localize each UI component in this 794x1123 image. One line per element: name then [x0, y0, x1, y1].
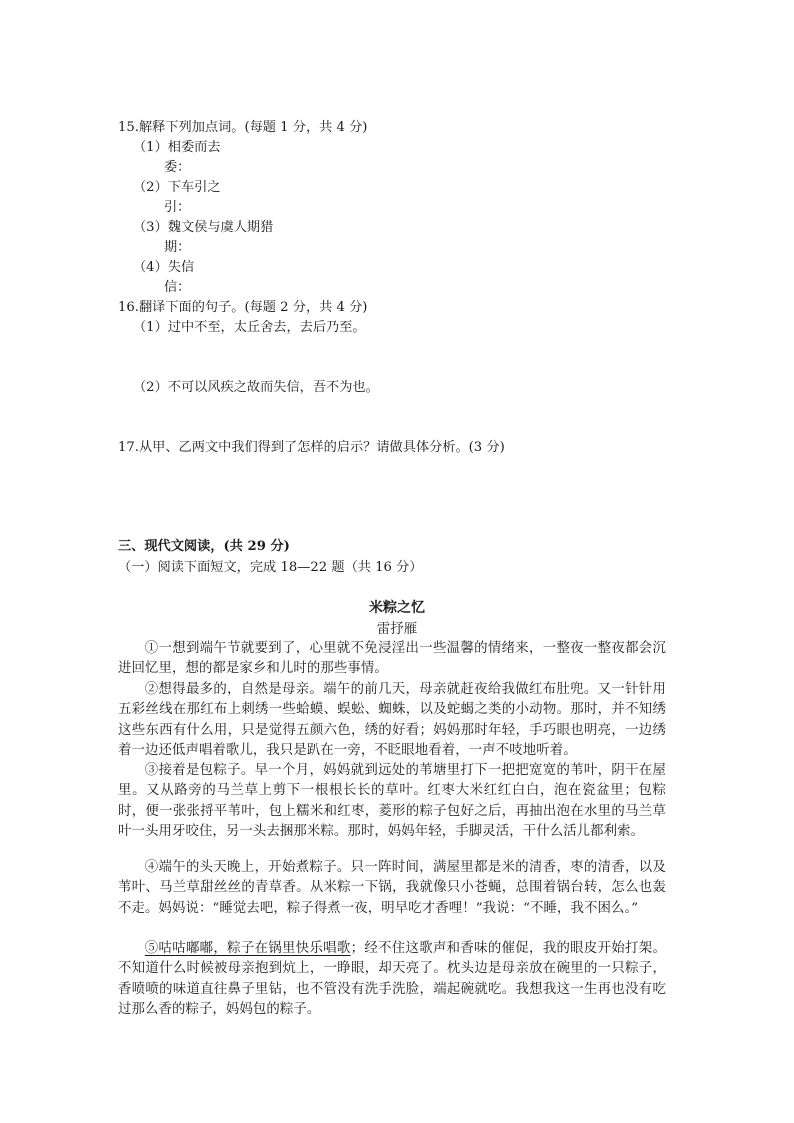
article-title: 米粽之忆: [369, 600, 425, 616]
q16-title: 16.翻译下面的句子。(每题 2 分，共 4 分): [118, 300, 368, 315]
paragraph-text: ；经不住这歌声和香味的催促，我的眼皮开始打架。不知道什么时候被母亲抱到炕上，一睁眼，却天亮了。枕头边是母亲放在碗里的一只粽子，香喷喷的味道直往鼻子里钻，也不管没有洗手洗脸，端起碗就吃。我想我这一生再也没有吃过那么香的粽子，妈妈包的粽子。: [118, 941, 666, 1017]
q17-title: 17.从甲、乙两文中我们得到了怎样的启示？请做具体分析。(3 分): [118, 440, 505, 455]
article-paragraph-4: ④端午的头天晚上，开始煮粽子。只一阵时间，满屋里都是米的清香，枣的清香，以及苇叶、马兰草甜丝丝的青草香。从米粽一下锅，我就像只小苍蝇，总围着锅台转，怎么也轰不走。妈妈说：“睡觉去吧，粽子得煮一夜，明早吃才香哩！”我说：“不睡，我不困么。”: [118, 860, 666, 916]
item-text: 失信: [167, 260, 195, 275]
item-number: （2）: [133, 180, 168, 195]
article-paragraph-5: [118, 939, 666, 1020]
q15-answer-4: 信：: [164, 280, 191, 295]
article-author: 雷抒雁: [376, 621, 418, 637]
q15-answer-1: 委：: [164, 160, 191, 175]
item-number: （1）: [133, 140, 168, 155]
q15-title: 15.解释下列加点词。(每题 1 分，共 4 分): [118, 120, 368, 135]
q15-item-3: [133, 218, 273, 238]
section-heading: 三、现代文阅读，(共 29 分): [118, 539, 290, 554]
item-number: （3）: [133, 220, 168, 235]
item-text: 魏文侯与虞人期猎: [167, 220, 274, 235]
q15-answer-3: 期：: [164, 240, 191, 255]
q16-item-1: （1）过中不至，太丘舍去，去后乃至。: [133, 320, 366, 335]
q15-item-2: [133, 178, 221, 198]
q16-item-2: （2）不可以风疾之故而失信，吾不为也。: [133, 380, 379, 395]
article-paragraph-2: ②想得最多的，自然是母亲。端午的前几天，母亲就赶夜给我做红布肚兜。又一针针用五彩丝线在那红布上刺绣一些蛤蟆、蜈蚣、蜘蛛，以及蛇蝎之类的小动物。那时，并不知绣这些东西有什么用，只是觉得五颜六色，绣的好看；妈妈那时年轻，手巧眼也明亮，一边绣着一边还低声唱着歌儿，我只是趴在一旁，不眨眼地看着，一声不吱地听着。: [118, 682, 666, 758]
q15-item-4: [133, 258, 194, 278]
item-number: （4）: [133, 260, 168, 275]
q15-answer-2: 引：: [164, 200, 191, 215]
item-text: 相委而去: [167, 140, 221, 155]
item-text: 下车引之: [167, 180, 221, 195]
underlined-sentence: ⑤咕咕嘟嘟，粽子在锅里快乐唱歌: [144, 941, 351, 956]
section-subheading: （一）阅读下面短文，完成 18—22 题（共 16 分）: [118, 560, 423, 575]
q15-item-1: [133, 138, 221, 158]
article-paragraph-3: ③接着是包粽子。早一个月，妈妈就到远处的苇塘里打下一把把宽宽的苇叶，阴干在屋里。又从路旁的马兰草上剪下一根根长长的草叶。红枣大米红红白白，泡在瓷盆里；包粽时，便一张张捋平苇叶，包上糯米和红枣，菱形的粽子包好之后，再抽出泡在水里的马兰草叶一头用牙咬住，另一头去捆那米粽。那时，妈妈年轻，手脚灵活，干什么活儿都利索。: [118, 763, 666, 839]
article-paragraph-1: ①一想到端午节就要到了，心里就不免浸淫出一些温馨的情绪来，一整夜一整夜都会沉进回忆里，想的都是家乡和儿时的那些事情。: [118, 641, 666, 677]
